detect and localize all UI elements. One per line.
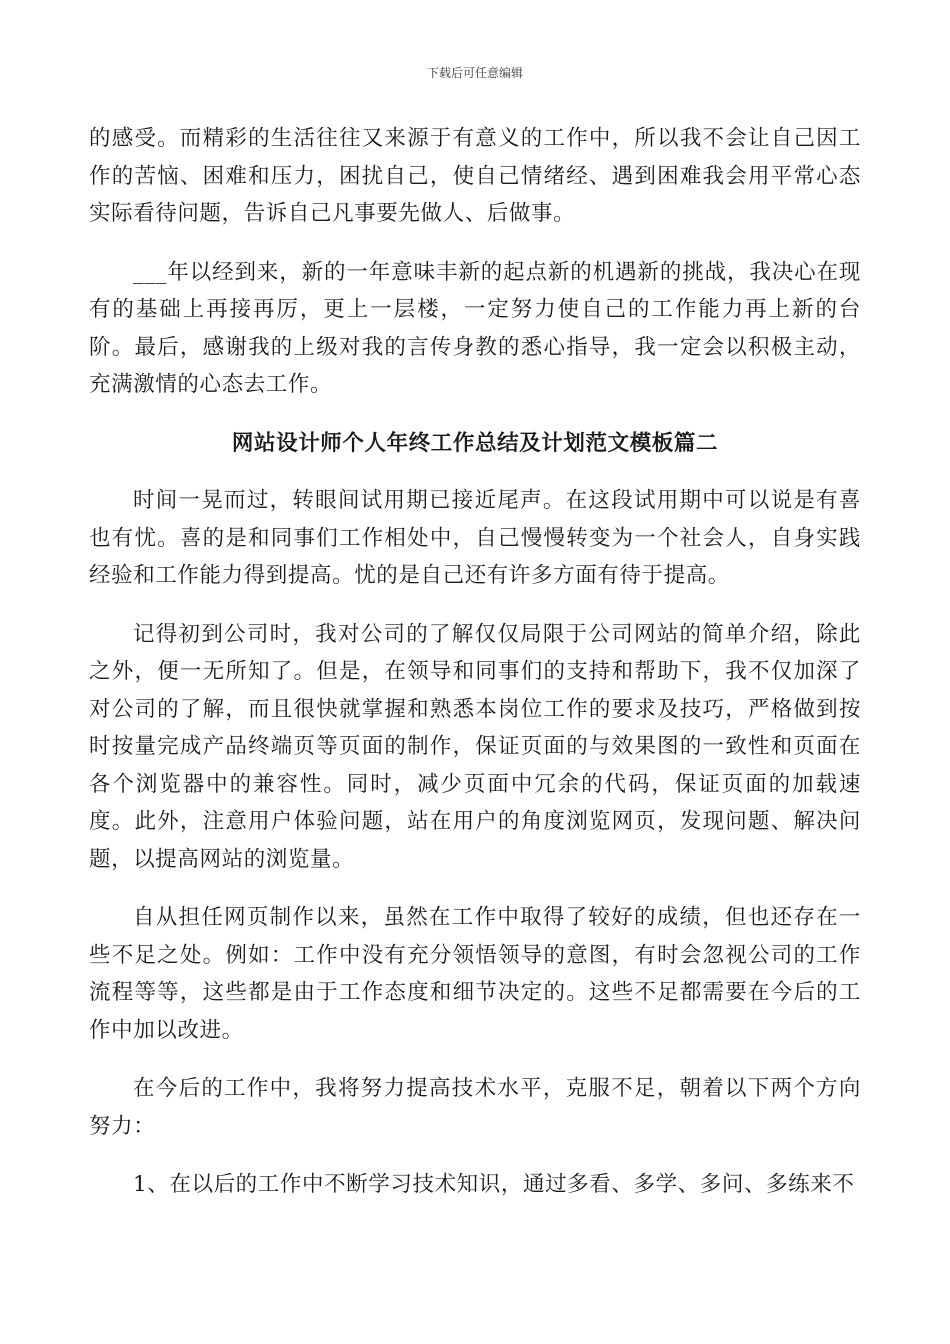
paragraph: 自从担任网页制作以来，虽然在工作中取得了较好的成绩，但也还存在一些不足之处。例如：工作中没有充分领悟领导的意图，有时会忽视公司的工作流程等等，这些都是由于工作态度和细节决定的。这些不足都需要在今后的工作中加以改进。 [89, 905, 861, 1043]
header-note: 下载后可任意编辑 [426, 66, 523, 80]
paragraph: 时间一晃而过，转眼间试用期已接近尾声。在这段试用期中可以说是有喜也有忧。喜的是和同事们工作相处中，自己慢慢转变为一个社会人，自身实践经验和工作能力得到提高。忧的是自己还有许多方面有待于提高。 [89, 488, 861, 588]
paragraph: ___年以经到来，新的一年意味丰新的起点新的机遇新的挑战，我决心在现有的基础上再接再厉，更上一层楼，一定努力使自己的工作能力再上新的台阶。最后，感谢我的上级对我的言传身教的悉心指导，我一定会以积极主动，充满激情的心态去工作。 [89, 259, 861, 397]
paragraph: 1、在以后的工作中不断学习技术知识，通过多看、多学、多问、多练来不 [133, 1172, 855, 1197]
section-title: 网站设计师个人年终工作总结及计划范文模板篇二 [231, 430, 719, 456]
document-body [89, 120, 861, 1225]
paragraph: 的感受。而精彩的生活往往又来源于有意义的工作中，所以我不会让自己因工作的苦恼、困难和压力，困扰自己，使自己情绪经、遇到困难我会用平常心态实际看待问题，告诉自己凡事要先做人、后做事。 [89, 126, 861, 226]
paragraph: 在今后的工作中，我将努力提高技术水平，克服不足，朝着以下两个方向努力： [89, 1076, 861, 1139]
paragraph: 记得初到公司时，我对公司的了解仅仅局限于公司网站的简单介绍，除此之外，便一无所知了。但是，在领导和同事们的支持和帮助下，我不仅加深了对公司的了解，而且很快就掌握和熟悉本岗位工作的要求及技巧，严格做到按时按量完成产品终端页等页面的制作，保证页面的与效果图的一致性和页面在各个浏览器中的兼容性。同时，减少页面中冗余的代码，保证页面的加载速度。此外，注意用户体验问题，站在用户的角度浏览网页，发现问题、解决问题，以提高网站的浏览量。 [89, 621, 861, 872]
